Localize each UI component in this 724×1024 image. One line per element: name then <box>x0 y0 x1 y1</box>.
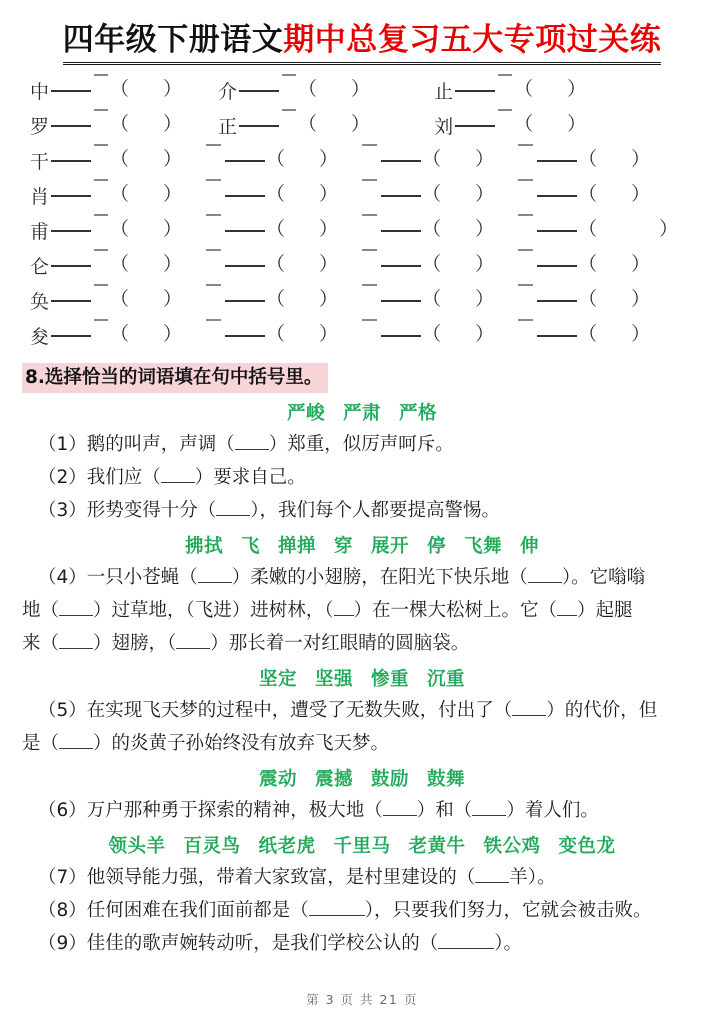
dash-line <box>225 195 265 197</box>
word-bank-word[interactable]: 停 <box>427 535 447 557</box>
dash-line <box>51 90 91 92</box>
paren-blank[interactable]: （ ） <box>422 147 495 170</box>
title-black-part: 四年级下册语文 <box>62 22 284 58</box>
question-2 <box>0 463 724 493</box>
dash-line <box>537 160 577 162</box>
dash-line <box>239 90 279 92</box>
radical-item[interactable] <box>434 112 586 139</box>
paren-blank[interactable]: （ ） <box>578 252 651 275</box>
dash-line <box>537 230 577 232</box>
radical-item[interactable] <box>204 147 338 169</box>
question-4-line-2 <box>0 596 724 626</box>
dash-line <box>51 335 91 337</box>
question-text: ）过草地，（飞进）进树林，（ <box>93 599 334 621</box>
dash-line <box>51 265 91 267</box>
word-bank-word[interactable]: 千里马 <box>333 835 391 857</box>
radical-item[interactable] <box>30 217 182 244</box>
question-number: （1） <box>38 433 87 455</box>
dash-line <box>537 300 577 302</box>
radical-lead-char: 介 <box>218 80 238 103</box>
radical-row <box>30 77 708 112</box>
paren-blank[interactable]: （ ） <box>298 77 371 100</box>
question-number: （6） <box>38 799 87 821</box>
question-text: ）柔嫩的小翅膀，在阳光下快乐地（ <box>231 566 528 588</box>
radical-item[interactable] <box>204 217 338 239</box>
question-text: 鹅的叫声，声调（ <box>86 433 235 455</box>
radical-item[interactable] <box>204 182 338 204</box>
paren-blank[interactable]: （ ） <box>266 287 339 310</box>
radical-item[interactable] <box>30 252 182 279</box>
paren-blank[interactable]: （ ） <box>110 77 183 100</box>
radical-row <box>30 217 708 252</box>
question-text: 万户那种勇于探索的精神，极大地（ <box>86 799 383 821</box>
radical-lead-char: 仑 <box>30 255 50 278</box>
question-text: ）郑重，似厉声呵斥。 <box>268 433 454 455</box>
radical-lead-char: 夋 <box>30 325 50 348</box>
question-6 <box>0 796 724 826</box>
radical-lead-char: 甫 <box>30 220 50 243</box>
answer-blank[interactable] <box>216 515 250 516</box>
dash-line <box>51 160 91 162</box>
page-footer: 第 3 页 共 21 页 <box>306 992 418 1007</box>
paren-blank[interactable]: （ ） <box>514 112 587 135</box>
question-text: ）。 <box>494 932 523 954</box>
radical-item[interactable] <box>516 217 678 239</box>
question-5-line-1 <box>0 696 724 726</box>
radical-row <box>30 252 708 287</box>
dash-line <box>51 195 91 197</box>
word-bank-word[interactable]: 鼓舞 <box>427 768 466 790</box>
radical-item[interactable] <box>516 252 650 274</box>
word-bank-word[interactable]: 严格 <box>399 402 438 424</box>
question-number: （2） <box>38 466 87 488</box>
radical-item[interactable] <box>360 147 494 169</box>
dash-line <box>225 335 265 337</box>
question-text: ）。它嗡嗡 <box>561 566 646 588</box>
paren-blank[interactable]: （ ） <box>266 182 339 205</box>
word-bank-word[interactable]: 严肃 <box>342 402 381 424</box>
word-bank-word[interactable]: 掸掸 <box>277 535 316 557</box>
answer-blank[interactable] <box>161 482 195 483</box>
dash-line <box>381 300 421 302</box>
word-bank-word[interactable]: 穿 <box>333 535 353 557</box>
title-red-part: 期中总复习五大专项过关练 <box>283 22 662 58</box>
question-text: 羊）。 <box>509 866 556 888</box>
word-bank-word[interactable]: 老黄牛 <box>408 835 466 857</box>
section-heading: 8.选择恰当的词语填在句中括号里。 <box>22 363 328 393</box>
question-text: 一只小苍蝇（ <box>86 566 198 588</box>
word-bank-word[interactable]: 百灵鸟 <box>183 835 241 857</box>
word-bank-word[interactable]: 铁公鸡 <box>483 835 541 857</box>
question-text: ）着人们。 <box>506 799 599 821</box>
section-heading-wrap <box>0 357 724 393</box>
question-text: ），只要我们努力，它就会被击败。 <box>364 899 652 921</box>
word-bank-1 <box>0 402 724 426</box>
radical-lead-char: 罗 <box>30 115 50 138</box>
question-text: ）和（ <box>416 799 473 821</box>
radical-item[interactable] <box>516 182 650 204</box>
title-underlined-text <box>63 22 662 65</box>
question-number: （8） <box>38 899 87 921</box>
radical-item[interactable] <box>516 287 650 309</box>
dash-line <box>225 300 265 302</box>
answer-blank[interactable] <box>475 882 509 883</box>
answer-blank[interactable] <box>59 648 93 649</box>
radical-item[interactable] <box>360 217 494 239</box>
word-bank-word[interactable]: 沉重 <box>427 668 466 690</box>
dash-line <box>381 230 421 232</box>
paren-blank[interactable]: （ ） <box>422 287 495 310</box>
question-text: 任何困难在我们面前都是（ <box>86 899 309 921</box>
question-5-line-2 <box>0 729 724 759</box>
question-text: 地（ <box>22 599 60 621</box>
question-text: ），我们每个人都要提高警惕。 <box>250 499 501 521</box>
word-bank-word[interactable]: 鼓励 <box>371 768 410 790</box>
answer-blank[interactable] <box>472 815 506 816</box>
answer-blank[interactable] <box>59 615 93 616</box>
radical-item[interactable] <box>516 147 650 169</box>
word-bank-word[interactable]: 严峻 <box>286 402 325 424</box>
question-text: ）的代价，但 <box>546 699 658 721</box>
answer-blank[interactable] <box>59 748 93 749</box>
radical-item[interactable] <box>204 252 338 274</box>
word-bank-word[interactable]: 震动 <box>258 768 297 790</box>
paren-blank[interactable]: （ ） <box>266 147 339 170</box>
paren-blank[interactable]: （ ） <box>422 217 495 240</box>
radical-row <box>30 182 708 217</box>
question-text: 在实现飞天梦的过程中，遭受了无数失败，付出了（ <box>86 699 513 721</box>
word-bank-word[interactable]: 变色龙 <box>558 835 616 857</box>
paren-blank[interactable]: （ ） <box>298 112 371 135</box>
dash-line <box>455 125 495 127</box>
question-number: （7） <box>38 866 87 888</box>
question-text: 来（ <box>22 632 60 654</box>
word-bank-4 <box>0 768 724 792</box>
question-number: （4） <box>38 566 87 588</box>
paren-blank[interactable]: （ ） <box>422 182 495 205</box>
answer-blank[interactable] <box>512 715 546 716</box>
radical-row <box>30 112 708 147</box>
radical-item[interactable] <box>204 287 338 309</box>
radical-row <box>30 147 708 182</box>
radical-lead-char: 干 <box>30 150 50 173</box>
question-text: ）那长着一对红眼睛的圆脑袋。 <box>210 632 470 654</box>
answer-blank[interactable] <box>557 615 577 616</box>
radical-item[interactable] <box>30 77 182 104</box>
radical-item[interactable] <box>30 147 182 174</box>
word-bank-word[interactable]: 展开 <box>371 535 410 557</box>
dash-line <box>537 195 577 197</box>
paren-blank[interactable]: （ ） <box>578 217 679 240</box>
radical-row <box>30 322 708 357</box>
question-text: 我们应（ <box>86 466 161 488</box>
word-bank-word[interactable]: 领头羊 <box>108 835 166 857</box>
word-bank-word[interactable]: 拂拭 <box>184 535 223 557</box>
dash-line <box>51 300 91 302</box>
question-9 <box>0 929 724 959</box>
radical-lead-char: 肖 <box>30 185 50 208</box>
word-bank-word[interactable]: 纸老虎 <box>258 835 316 857</box>
question-text: 他领导能力强，带着大家致富，是村里建设的（ <box>86 866 476 888</box>
answer-blank[interactable] <box>235 449 269 450</box>
radical-item[interactable] <box>218 77 370 104</box>
question-number: （3） <box>38 499 87 521</box>
dash-line <box>51 230 91 232</box>
paren-blank[interactable]: （ ） <box>578 287 651 310</box>
radical-item[interactable] <box>360 287 494 309</box>
paren-blank[interactable]: （ ） <box>110 287 183 310</box>
word-bank-word[interactable]: 飞 <box>240 535 260 557</box>
question-text: 佳佳的歌声婉转动听，是我们学校公认的（ <box>86 932 439 954</box>
dash-line <box>51 125 91 127</box>
dash-line <box>239 125 279 127</box>
radical-lead-char: 刘 <box>434 115 454 138</box>
radical-lead-char: 奂 <box>30 290 50 313</box>
question-text: ）翅膀，（ <box>93 632 177 654</box>
paren-blank[interactable]: （ ） <box>578 147 651 170</box>
question-3 <box>0 496 724 526</box>
word-bank-word[interactable]: 震撼 <box>314 768 353 790</box>
word-bank-word[interactable]: 惨重 <box>371 668 410 690</box>
dash-line <box>225 265 265 267</box>
question-text: ）要求自己。 <box>194 466 306 488</box>
radical-item[interactable] <box>360 182 494 204</box>
question-4-line-1 <box>0 563 724 593</box>
question-text: ）在一棵大松树上。它（ <box>353 599 558 621</box>
paren-blank[interactable]: （ ） <box>110 252 183 275</box>
answer-blank[interactable] <box>383 815 417 816</box>
word-bank-5 <box>0 835 724 859</box>
answer-blank[interactable] <box>198 582 232 583</box>
answer-blank[interactable] <box>528 582 562 583</box>
word-bank-3 <box>0 668 724 692</box>
paren-blank[interactable]: （ ） <box>110 217 183 240</box>
radical-item[interactable] <box>30 287 182 314</box>
question-text: 形势变得十分（ <box>86 499 217 521</box>
word-bank-word[interactable]: 伸 <box>520 535 540 557</box>
page-title <box>0 0 724 65</box>
paren-blank[interactable]: （ ） <box>266 217 339 240</box>
answer-blank[interactable] <box>438 948 494 949</box>
question-4-line-3 <box>0 629 724 659</box>
question-8 <box>0 896 724 926</box>
dash-line <box>225 160 265 162</box>
word-bank-word[interactable]: 坚定 <box>258 668 297 690</box>
radical-item[interactable] <box>218 112 370 139</box>
paren-blank[interactable]: （ ） <box>422 322 495 345</box>
radical-exercise-block <box>0 77 724 357</box>
dash-line <box>381 195 421 197</box>
question-text: ）起腿 <box>577 599 633 621</box>
dash-line <box>225 230 265 232</box>
dash-line <box>381 160 421 162</box>
question-text: 是（ <box>22 732 60 754</box>
paren-blank[interactable]: （ ） <box>578 322 651 345</box>
dash-line <box>537 265 577 267</box>
paren-blank[interactable]: （ ） <box>110 182 183 205</box>
answer-blank[interactable] <box>309 915 365 916</box>
dash-line <box>455 90 495 92</box>
radical-item[interactable] <box>516 322 650 344</box>
word-bank-word[interactable]: 飞舞 <box>464 535 503 557</box>
question-number: （9） <box>38 932 87 954</box>
question-7 <box>0 863 724 893</box>
paren-blank[interactable]: （ ） <box>110 322 183 345</box>
paren-blank[interactable]: （ ） <box>514 77 587 100</box>
paren-blank[interactable]: （ ） <box>110 112 183 135</box>
radical-item[interactable] <box>30 112 182 139</box>
radical-lead-char: 止 <box>434 80 454 103</box>
paren-blank[interactable]: （ ） <box>266 252 339 275</box>
word-bank-2 <box>0 535 724 559</box>
radical-item[interactable] <box>360 252 494 274</box>
radical-item[interactable] <box>30 322 182 349</box>
radical-item[interactable] <box>30 182 182 209</box>
radical-item[interactable] <box>360 322 494 344</box>
dash-line <box>381 335 421 337</box>
radical-row <box>30 287 708 322</box>
question-text: ）的炎黄子孙始终没有放弃飞天梦。 <box>93 732 390 754</box>
radical-item[interactable] <box>434 77 586 104</box>
paren-blank[interactable]: （ ） <box>422 252 495 275</box>
question-1 <box>0 430 724 460</box>
answer-blank[interactable] <box>176 648 210 649</box>
dash-line <box>537 335 577 337</box>
question-number: （5） <box>38 699 87 721</box>
answer-blank[interactable] <box>334 615 354 616</box>
radical-lead-char: 中 <box>30 80 50 103</box>
radical-lead-char: 正 <box>218 115 238 138</box>
radical-item[interactable] <box>204 322 338 344</box>
paren-blank[interactable]: （ ） <box>266 322 339 345</box>
dash-line <box>381 265 421 267</box>
word-bank-word[interactable]: 坚强 <box>314 668 353 690</box>
paren-blank[interactable]: （ ） <box>578 182 651 205</box>
paren-blank[interactable]: （ ） <box>110 147 183 170</box>
